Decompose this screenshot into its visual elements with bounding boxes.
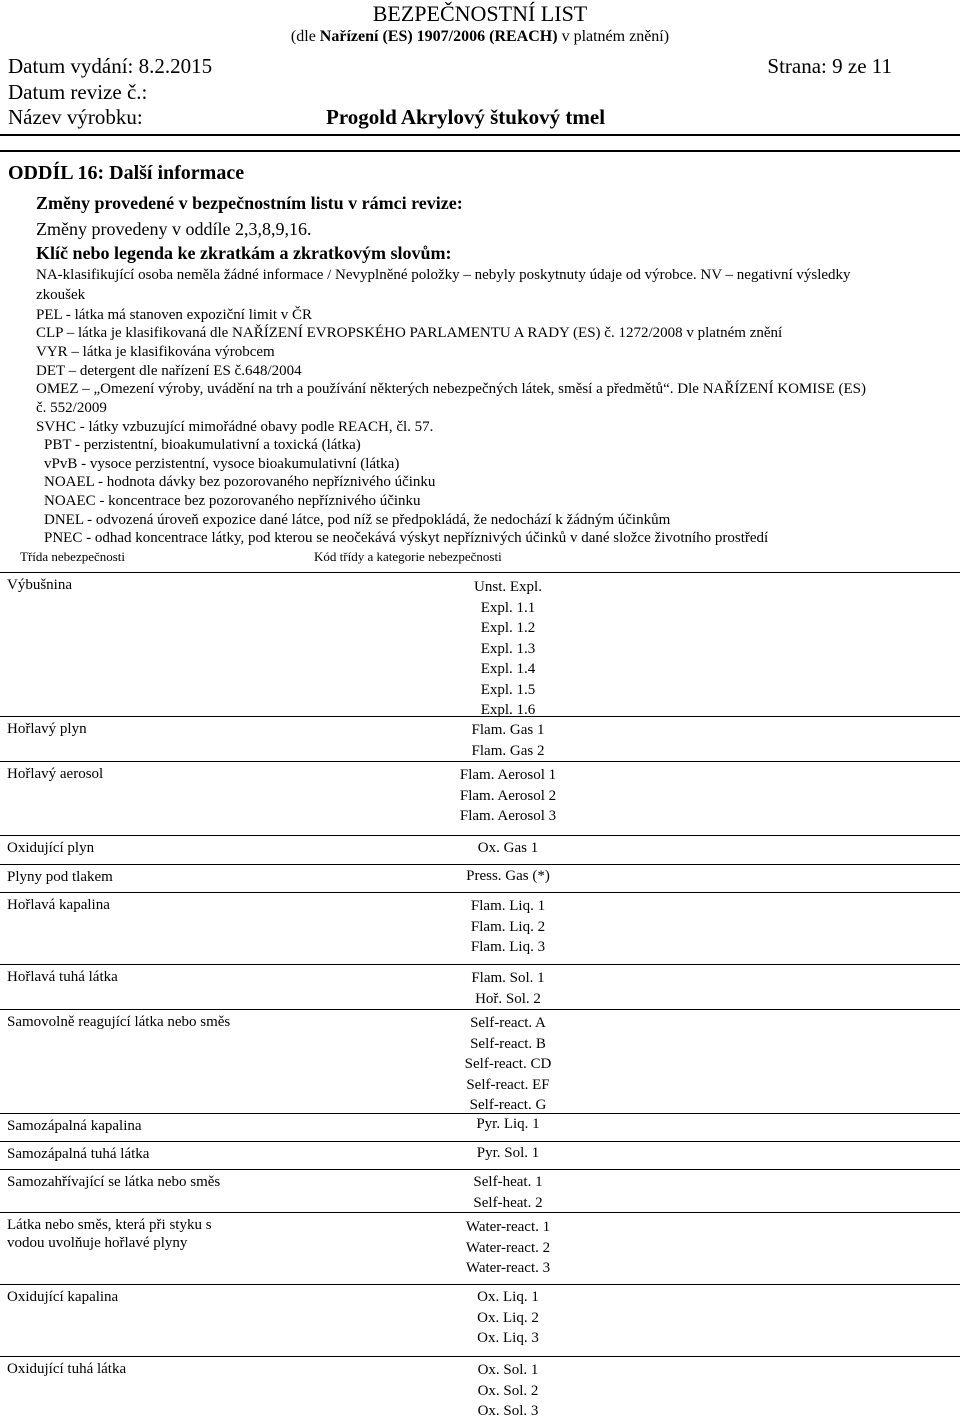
- abbreviation-line: zkoušek: [36, 287, 86, 303]
- subtitle-prefix: (dle: [290, 28, 320, 45]
- hazard-code: Ox. Liq. 3: [477, 1330, 539, 1346]
- hazard-class-cell: Hořlavý plyn: [7, 721, 87, 737]
- hazard-class-cell: Samozápalná tuhá látka: [7, 1146, 150, 1162]
- changes-text: Změny provedeny v oddíle 2,3,8,9,16.: [36, 219, 312, 239]
- hazard-code: Flam. Aerosol 1: [459, 767, 557, 783]
- abbreviation-line: CLP – látka je klasifikovaná dle NAŘÍZENÍ EVROPSKÉHO PARLAMENTU A RADY (ES) č. 1272/2008 v platném znění: [36, 325, 783, 341]
- hazard-class-cell: Oxidující kapalina: [7, 1289, 119, 1305]
- hazard-code: Ox. Sol. 2: [477, 1382, 539, 1399]
- table-row: [0, 893, 960, 965]
- hazard-code: Ox. Liq. 2: [477, 1309, 539, 1326]
- hazard-code: Self-react. G: [469, 1097, 547, 1113]
- hazard-class-cell: Hořlavá tuhá látka: [7, 969, 118, 985]
- hazard-code-cell: [408, 720, 608, 761]
- hazard-code-cell: [408, 765, 608, 827]
- hazard-code: Self-heat. 2: [473, 1194, 543, 1211]
- hazard-code: Hoř. Sol. 2: [475, 990, 541, 1007]
- abbreviation-line: vPvB - vysoce perzistentní, vysoce bioakumulativní (látka): [44, 456, 400, 472]
- abbreviation-line: PEL - látka má stanoven expoziční limit v ČR: [36, 307, 313, 323]
- abbreviation-line: NOAEL - hodnota dávky bez pozorovaného nepříznivého účinku: [44, 474, 436, 490]
- hazard-code: Flam. Aerosol 3: [459, 808, 557, 824]
- hazard-code: Water-react. 2: [465, 1239, 551, 1256]
- hazard-code: Expl. 1.3: [480, 640, 536, 657]
- hazard-code-cell: [408, 1013, 608, 1116]
- hazard-code: Self-react. EF: [466, 1076, 550, 1093]
- product-label: Název výrobku:: [8, 105, 143, 129]
- hazard-code: Flam. Gas 1: [471, 722, 545, 738]
- hazard-code-cell: [408, 968, 608, 1009]
- abbreviation-line: OMEZ – „Omezení výroby, uvádění na trh a používání některých nebezpečných látek, směsí a předmětů“. Dle NAŘÍZENÍ KOMISE (ES): [36, 381, 867, 397]
- abbreviation-line: DNEL - odvozená úroveň expozice dané látce, pod níž se předpokládá, že nedochází k žádným účinkům: [44, 512, 671, 528]
- abbreviation-line: SVHC - látky vzbuzující mimořádné obavy podle REACH, čl. 57.: [36, 419, 434, 435]
- abbreviation-line: VYR – látka je klasifikována výrobcem: [36, 344, 275, 360]
- hazard-code-cell: [408, 1143, 608, 1164]
- hazard-code: Unst. Expl.: [474, 579, 542, 595]
- hazard-code: Self-heat. 1: [473, 1174, 543, 1190]
- hazard-code-cell: [408, 1172, 608, 1213]
- hazard-code-cell: [408, 866, 608, 887]
- hazard-code-cell: [408, 896, 608, 958]
- hazard-class-cell: Plyny pod tlakem: [7, 869, 113, 885]
- hazard-code: Self-react. B: [470, 1035, 546, 1052]
- hazard-class-cell: Samovolně reagující látka nebo směs: [7, 1014, 231, 1030]
- hazard-class-cell: Hořlavá kapalina: [7, 897, 110, 913]
- column-header-codes: Kód třídy a kategorie nebezpečnosti: [314, 549, 502, 564]
- hazard-class-cell: Látka nebo směs, která při styku s vodou uvolňuje hořlavé plyny: [7, 1217, 212, 1251]
- hazard-class-cell: Výbušnina: [7, 577, 72, 593]
- hazard-code-cell: [408, 577, 608, 721]
- table-row: [0, 965, 960, 1010]
- hazard-class-cell: Samozápalná kapalina: [7, 1118, 142, 1134]
- abbreviation-line: NA-klasifikující osoba neměla žádné informace / Nevyplněné položky – nebyly poskytnuty údaje od výrobce. NV – negativní výsledky: [36, 267, 851, 283]
- table-row: [0, 573, 960, 717]
- hazard-code-cell: [408, 838, 608, 859]
- table-row: [0, 1170, 960, 1213]
- hazard-code: Water-react. 3: [465, 1260, 551, 1276]
- abbreviation-line: PNEC - odhad koncentrace látky, pod kterou se neočekává výskyt nepříznivých účinků v dané složce životního prostředí: [44, 530, 769, 546]
- hazard-code: Pyr. Sol. 1: [476, 1145, 540, 1161]
- hazard-class-cell: Oxidující tuhá látka: [7, 1361, 127, 1377]
- hazard-code: Ox. Sol. 1: [477, 1362, 539, 1378]
- document-subtitle: [0, 28, 960, 46]
- document-title: BEZPEČNOSTNÍ LIST: [372, 1, 588, 26]
- table-row: [0, 717, 960, 762]
- table-row: [0, 836, 960, 865]
- table-row: [0, 1285, 960, 1357]
- table-row: [0, 1114, 960, 1142]
- hazard-code: Flam. Liq. 1: [470, 898, 546, 914]
- table-row: [0, 865, 960, 893]
- subtitle-suffix: v platném znění): [557, 28, 670, 45]
- hazard-code: Expl. 1.5: [480, 681, 536, 698]
- hazard-code: Flam. Aerosol 2: [459, 787, 557, 804]
- table-row: [0, 762, 960, 836]
- hazard-code-cell: [408, 1360, 608, 1422]
- hazard-class-cell: Samozahřívající se látka nebo směs: [7, 1174, 221, 1190]
- hazard-code-cell: [408, 1114, 608, 1135]
- abbreviation-line: DET – detergent dle nařízení ES č.648/2004: [36, 363, 302, 379]
- header-rule: [0, 134, 960, 136]
- table-row: [0, 1357, 960, 1427]
- hazard-code: Ox. Sol. 3: [477, 1403, 539, 1419]
- hazard-code: Expl. 1.4: [480, 661, 536, 677]
- hazard-class-cell: Hořlavý aerosol: [7, 766, 104, 782]
- subtitle-regulation: Nařízení (ES) 1907/2006 (REACH): [319, 28, 558, 45]
- table-row: [0, 1142, 960, 1170]
- hazard-code-cell: [408, 1287, 608, 1349]
- column-header-class: Třída nebezpečnosti: [20, 549, 126, 564]
- hazard-code: Self-react. A: [470, 1015, 546, 1031]
- revision-date: Datum revize č.:: [8, 80, 148, 104]
- hazard-class-cell: Oxidující plyn: [7, 840, 95, 856]
- section-title: ODDÍL 16: Další informace: [8, 162, 245, 184]
- abbreviation-line: č. 552/2009: [36, 400, 107, 416]
- hazard-code: Self-react. CD: [464, 1056, 552, 1072]
- changes-heading: Změny provedené v bezpečnostním listu v rámci revize:: [36, 193, 463, 213]
- hazard-code: Ox. Liq. 1: [477, 1289, 539, 1305]
- hazard-code: Flam. Liq. 2: [470, 918, 546, 935]
- hazard-code: Water-react. 1: [465, 1219, 551, 1235]
- hazard-code: Ox. Gas 1: [477, 840, 539, 856]
- hazard-code: Flam. Gas 2: [471, 742, 545, 759]
- hazard-code-cell: [408, 1217, 608, 1279]
- hazard-code: Expl. 1.1: [480, 599, 536, 616]
- section-rule: [0, 150, 960, 152]
- hazard-code: Expl. 1.2: [480, 620, 536, 636]
- abbreviation-line: PBT - perzistentní, bioakumulativní a toxická (látka): [44, 437, 361, 453]
- hazard-code: Flam. Sol. 1: [471, 970, 545, 986]
- table-row: [0, 1010, 960, 1114]
- hazard-code: Pyr. Liq. 1: [476, 1116, 540, 1132]
- page-number: Strana: 9 ze 11: [767, 54, 892, 78]
- issue-date: Datum vydání: 8.2.2015: [8, 54, 213, 78]
- abbreviation-line: NOAEC - koncentrace bez pozorovaného nepříznivého účinku: [44, 493, 421, 509]
- hazard-code: Press. Gas (*): [466, 868, 550, 884]
- hazard-code: Flam. Liq. 3: [470, 939, 546, 955]
- hazard-code: Expl. 1.6: [480, 702, 536, 718]
- product-name: Progold Akrylový štukový tmel: [326, 105, 606, 129]
- table-row: [0, 1213, 960, 1285]
- legend-heading: Klíč nebo legenda ke zkratkám a zkratkovým slovům:: [36, 243, 452, 263]
